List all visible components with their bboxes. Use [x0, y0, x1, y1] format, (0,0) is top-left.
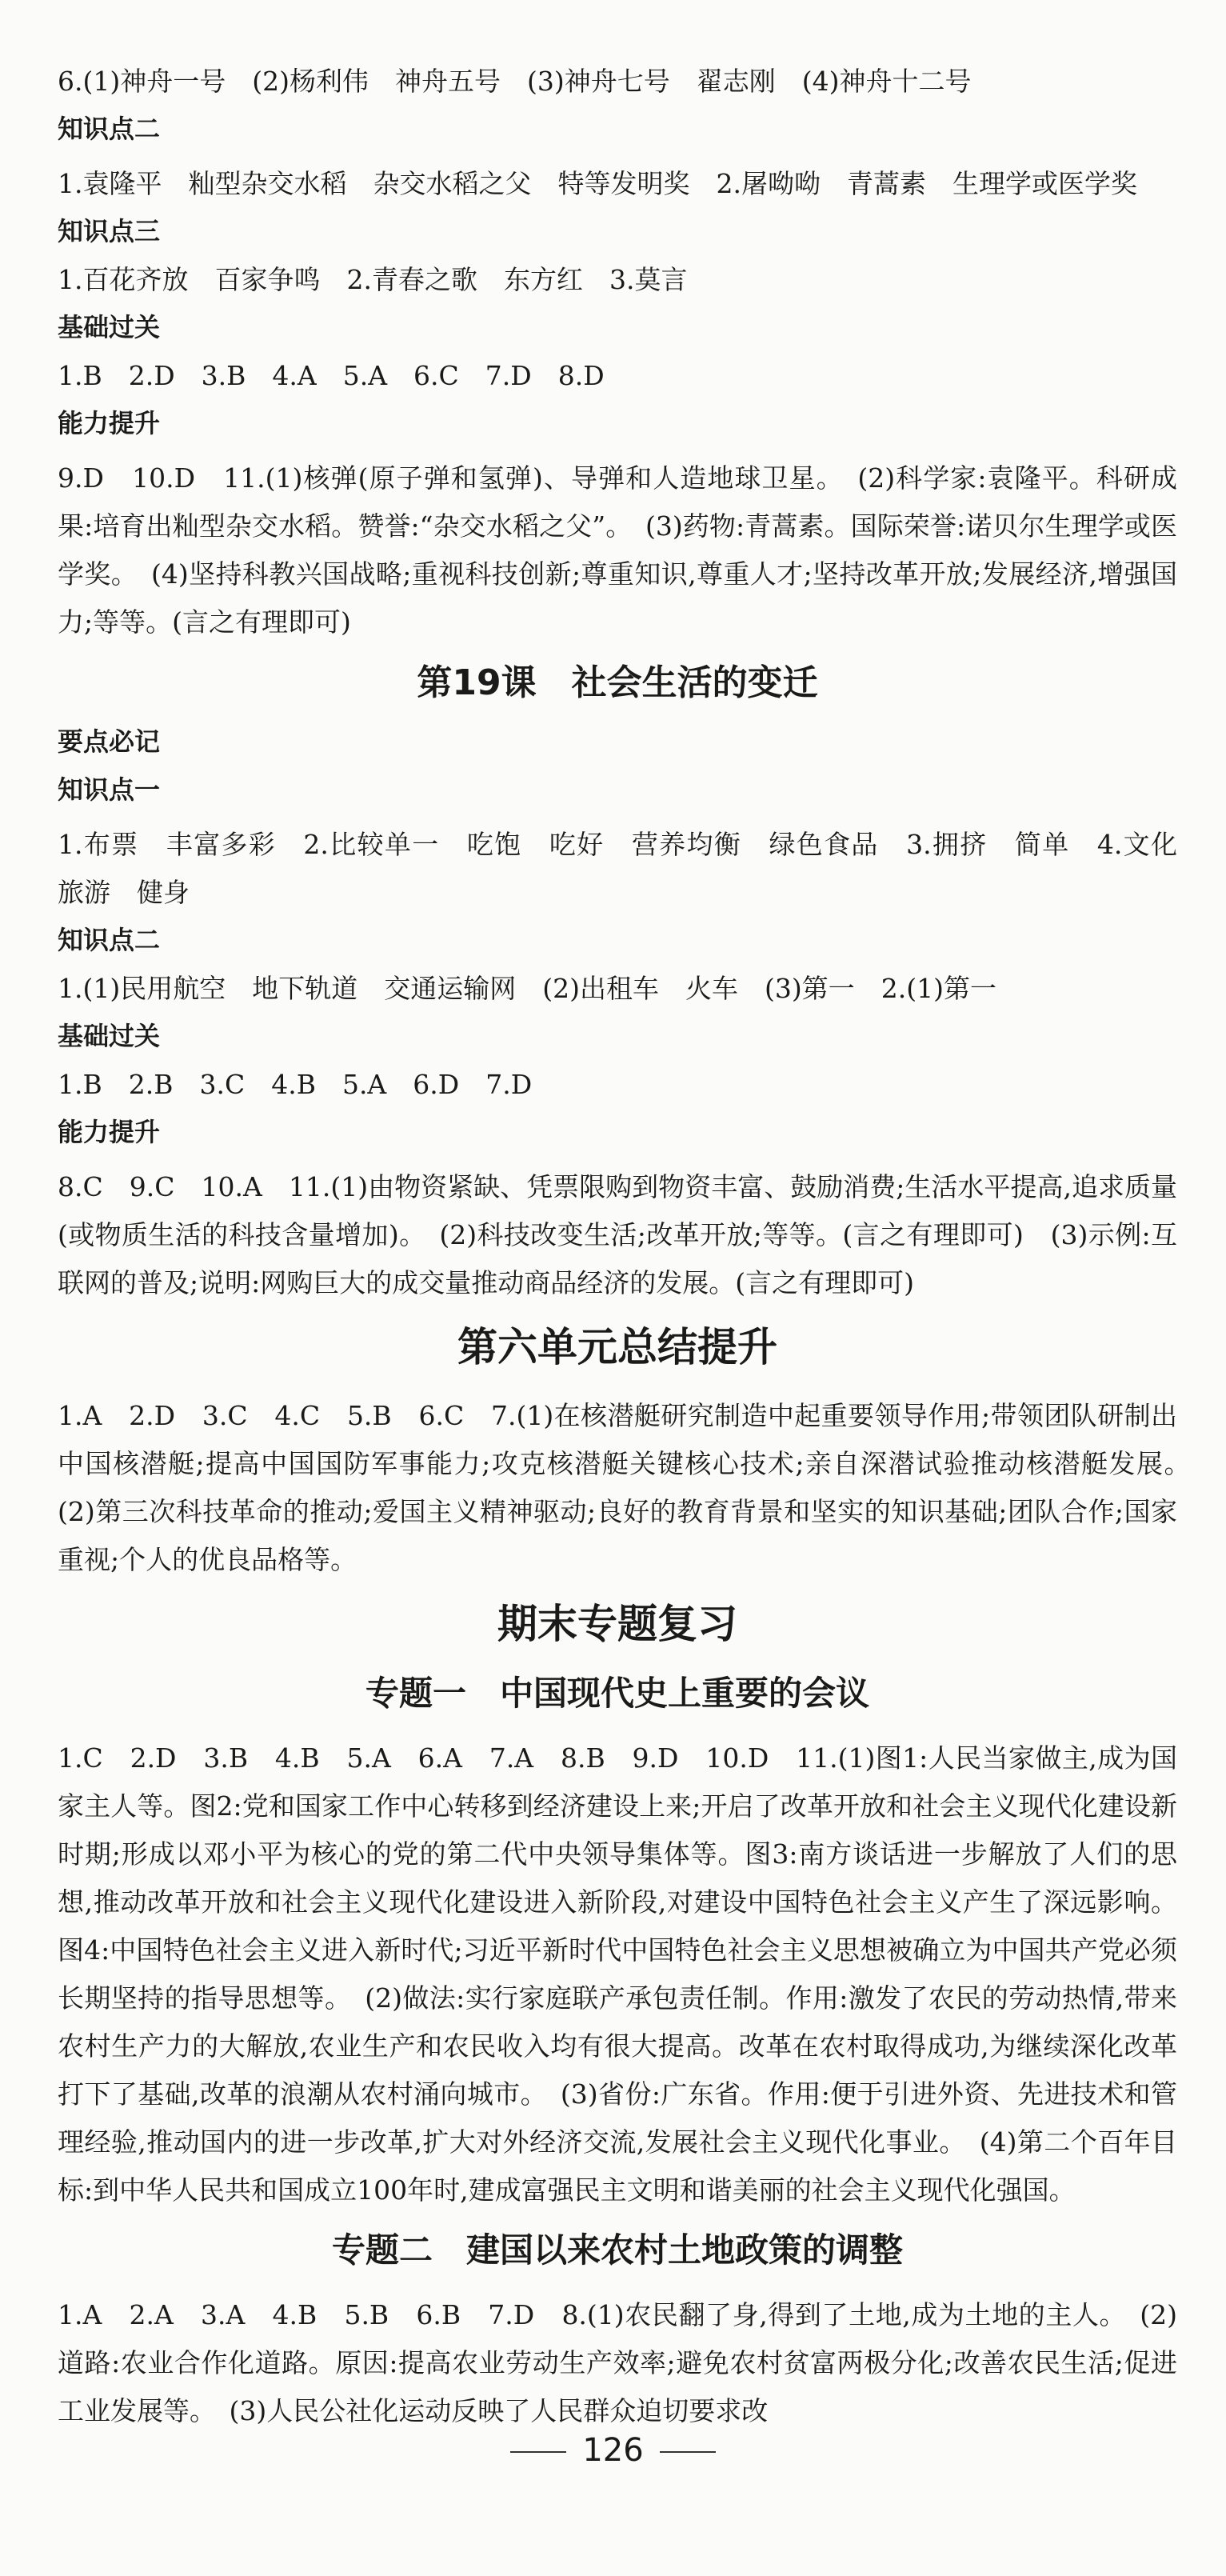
- footer-dash-right: [660, 2451, 716, 2453]
- subsection-heading: 知识点二: [58, 925, 161, 955]
- answer-text: 1.袁隆平 籼型杂交水稻 杂交水稻之父 特等发明奖 2.屠呦呦 青蒿素 生理学或医学奖: [58, 168, 1137, 199]
- section-title: 第六单元总结提升: [457, 1324, 777, 1370]
- answer-text: 1.B 2.D 3.B 4.A 5.A 6.C 7.D 8.D: [58, 360, 605, 391]
- answer-text: 1.A 2.A 3.A 4.B 5.B 6.B 7.D 8.(1)农民翻了身,得到了土地,成为土地的主人。 (2)道路:农业合作化道路。原因:提高农业劳动生产效率;避免农村贫富两极分化;改善农民生活;促进工业发展等。 (3)人民公社化运动反映了人民群众迫切要求改: [58, 2299, 1177, 2426]
- subsection-heading: 知识点一: [58, 774, 161, 805]
- subsection-heading: 基础过关: [58, 1021, 161, 1051]
- answer-text: 1.百花齐放 百家争鸣 2.青春之歌 东方红 3.莫言: [58, 264, 688, 295]
- answer-text: 9.D 10.D 11.(1)核弹(原子弹和氢弹)、导弹和人造地球卫星。 (2)科学家:袁隆平。科研成果:培育出籼型杂交水稻。赞誉:“杂交水稻之父”。 (3)药物:青蒿素。国际荣誉:诺贝尔生理学或医学奖。 (4)坚持科教兴国战略;重视科技创新;尊重知识,尊重人才;坚持改革开放;发展经济,增强国力;等等。(言之有理即可): [58, 462, 1177, 638]
- answer-text: 8.C 9.C 10.A 11.(1)由物资紧缺、凭票限购到物资丰富、鼓励消费;生活水平提高,追求质量(或物质生活的科技含量增加)。 (2)科技改变生活;改革开放;等等。(言之有理即可) (3)示例:互联网的普及;说明:网购巨大的成交量推动商品经济的发展。(言之有理即可): [58, 1171, 1177, 1298]
- section-title: 专题一 中国现代史上重要的会议: [365, 1674, 869, 1713]
- answer-content: [58, 64, 1204, 2442]
- section-title: 专题二 建国以来农村土地政策的调整: [331, 2230, 903, 2270]
- page-number: 126: [582, 2432, 644, 2469]
- answer-text: 1.C 2.D 3.B 4.B 5.A 6.A 7.A 8.B 9.D 10.D 11.(1)图1:人民当家做主,成为国家主人等。图2:党和国家工作中心转移到经济建设上来;开启了改革开放和社会主义现代化建设新时期;形成以邓小平为核心的党的第二代中央领导集体等。图3:南方谈话进一步解放了人们的思想,推动改革开放和社会主义现代化建设进入新阶段,对建设中国特色社会主义产生了深远影响。图4:中国特色社会主义进入新时代;习近平新时代中国特色社会主义思想被确立为中国共产党必须长期坚持的指导思想等。 (2)做法:实行家庭联产承包责任制。作用:激发了农民的劳动热情,带来农村生产力的大解放,农业生产和农民收入均有很大提高。改革在农村取得成功,为继续深化改革打下了基础,改革的浪潮从农村涌向城市。 (3)省份:广东省。作用:便于引进外资、先进技术和管理经验,推动国内的进一步改革,扩大对外经济交流,发展社会主义现代化事业。 (4)第二个百年目标:到中华人民共和国成立100年时,建成富强民主文明和谐美丽的社会主义现代化强国。: [58, 1742, 1177, 2206]
- subsection-heading: 基础过关: [58, 312, 161, 342]
- section-title: 期末专题复习: [497, 1601, 737, 1647]
- page-footer: [0, 2432, 1226, 2469]
- subsection-heading: 知识点二: [58, 114, 161, 144]
- subsection-heading: 要点必记: [58, 726, 161, 757]
- answer-text: 6.(1)神舟一号 (2)杨利伟 神舟五号 (3)神舟七号 翟志刚 (4)神舟十二号: [58, 66, 972, 97]
- footer-dash-left: [510, 2451, 566, 2453]
- subsection-heading: 知识点三: [58, 216, 161, 246]
- subsection-heading: 能力提升: [58, 1117, 161, 1147]
- answer-text: 1.B 2.B 3.C 4.B 5.A 6.D 7.D: [58, 1069, 533, 1100]
- answer-text: 1.布票 丰富多彩 2.比较单一 吃饱 吃好 营养均衡 绿色食品 3.拥挤 简单 4.文化 旅游 健身: [58, 829, 1204, 908]
- answer-text: 1.A 2.D 3.C 4.C 5.B 6.C 7.(1)在核潜艇研究制造中起重要领导作用;带领团队研制出中国核潜艇;提高中国国防军事能力;攻克核潜艇关键核心技术;亲自深潜试验推动核潜艇发展。 (2)第三次科技革命的推动;爱国主义精神驱动;良好的教育背景和坚实的知识基础;团队合作;国家重视;个人的优良品格等。: [58, 1400, 1204, 1575]
- section-title: 第19课 社会生活的变迁: [417, 662, 818, 703]
- subsection-heading: 能力提升: [58, 408, 161, 438]
- answer-text: 1.(1)民用航空 地下轨道 交通运输网 (2)出租车 火车 (3)第一 2.(1)第一: [58, 973, 996, 1004]
